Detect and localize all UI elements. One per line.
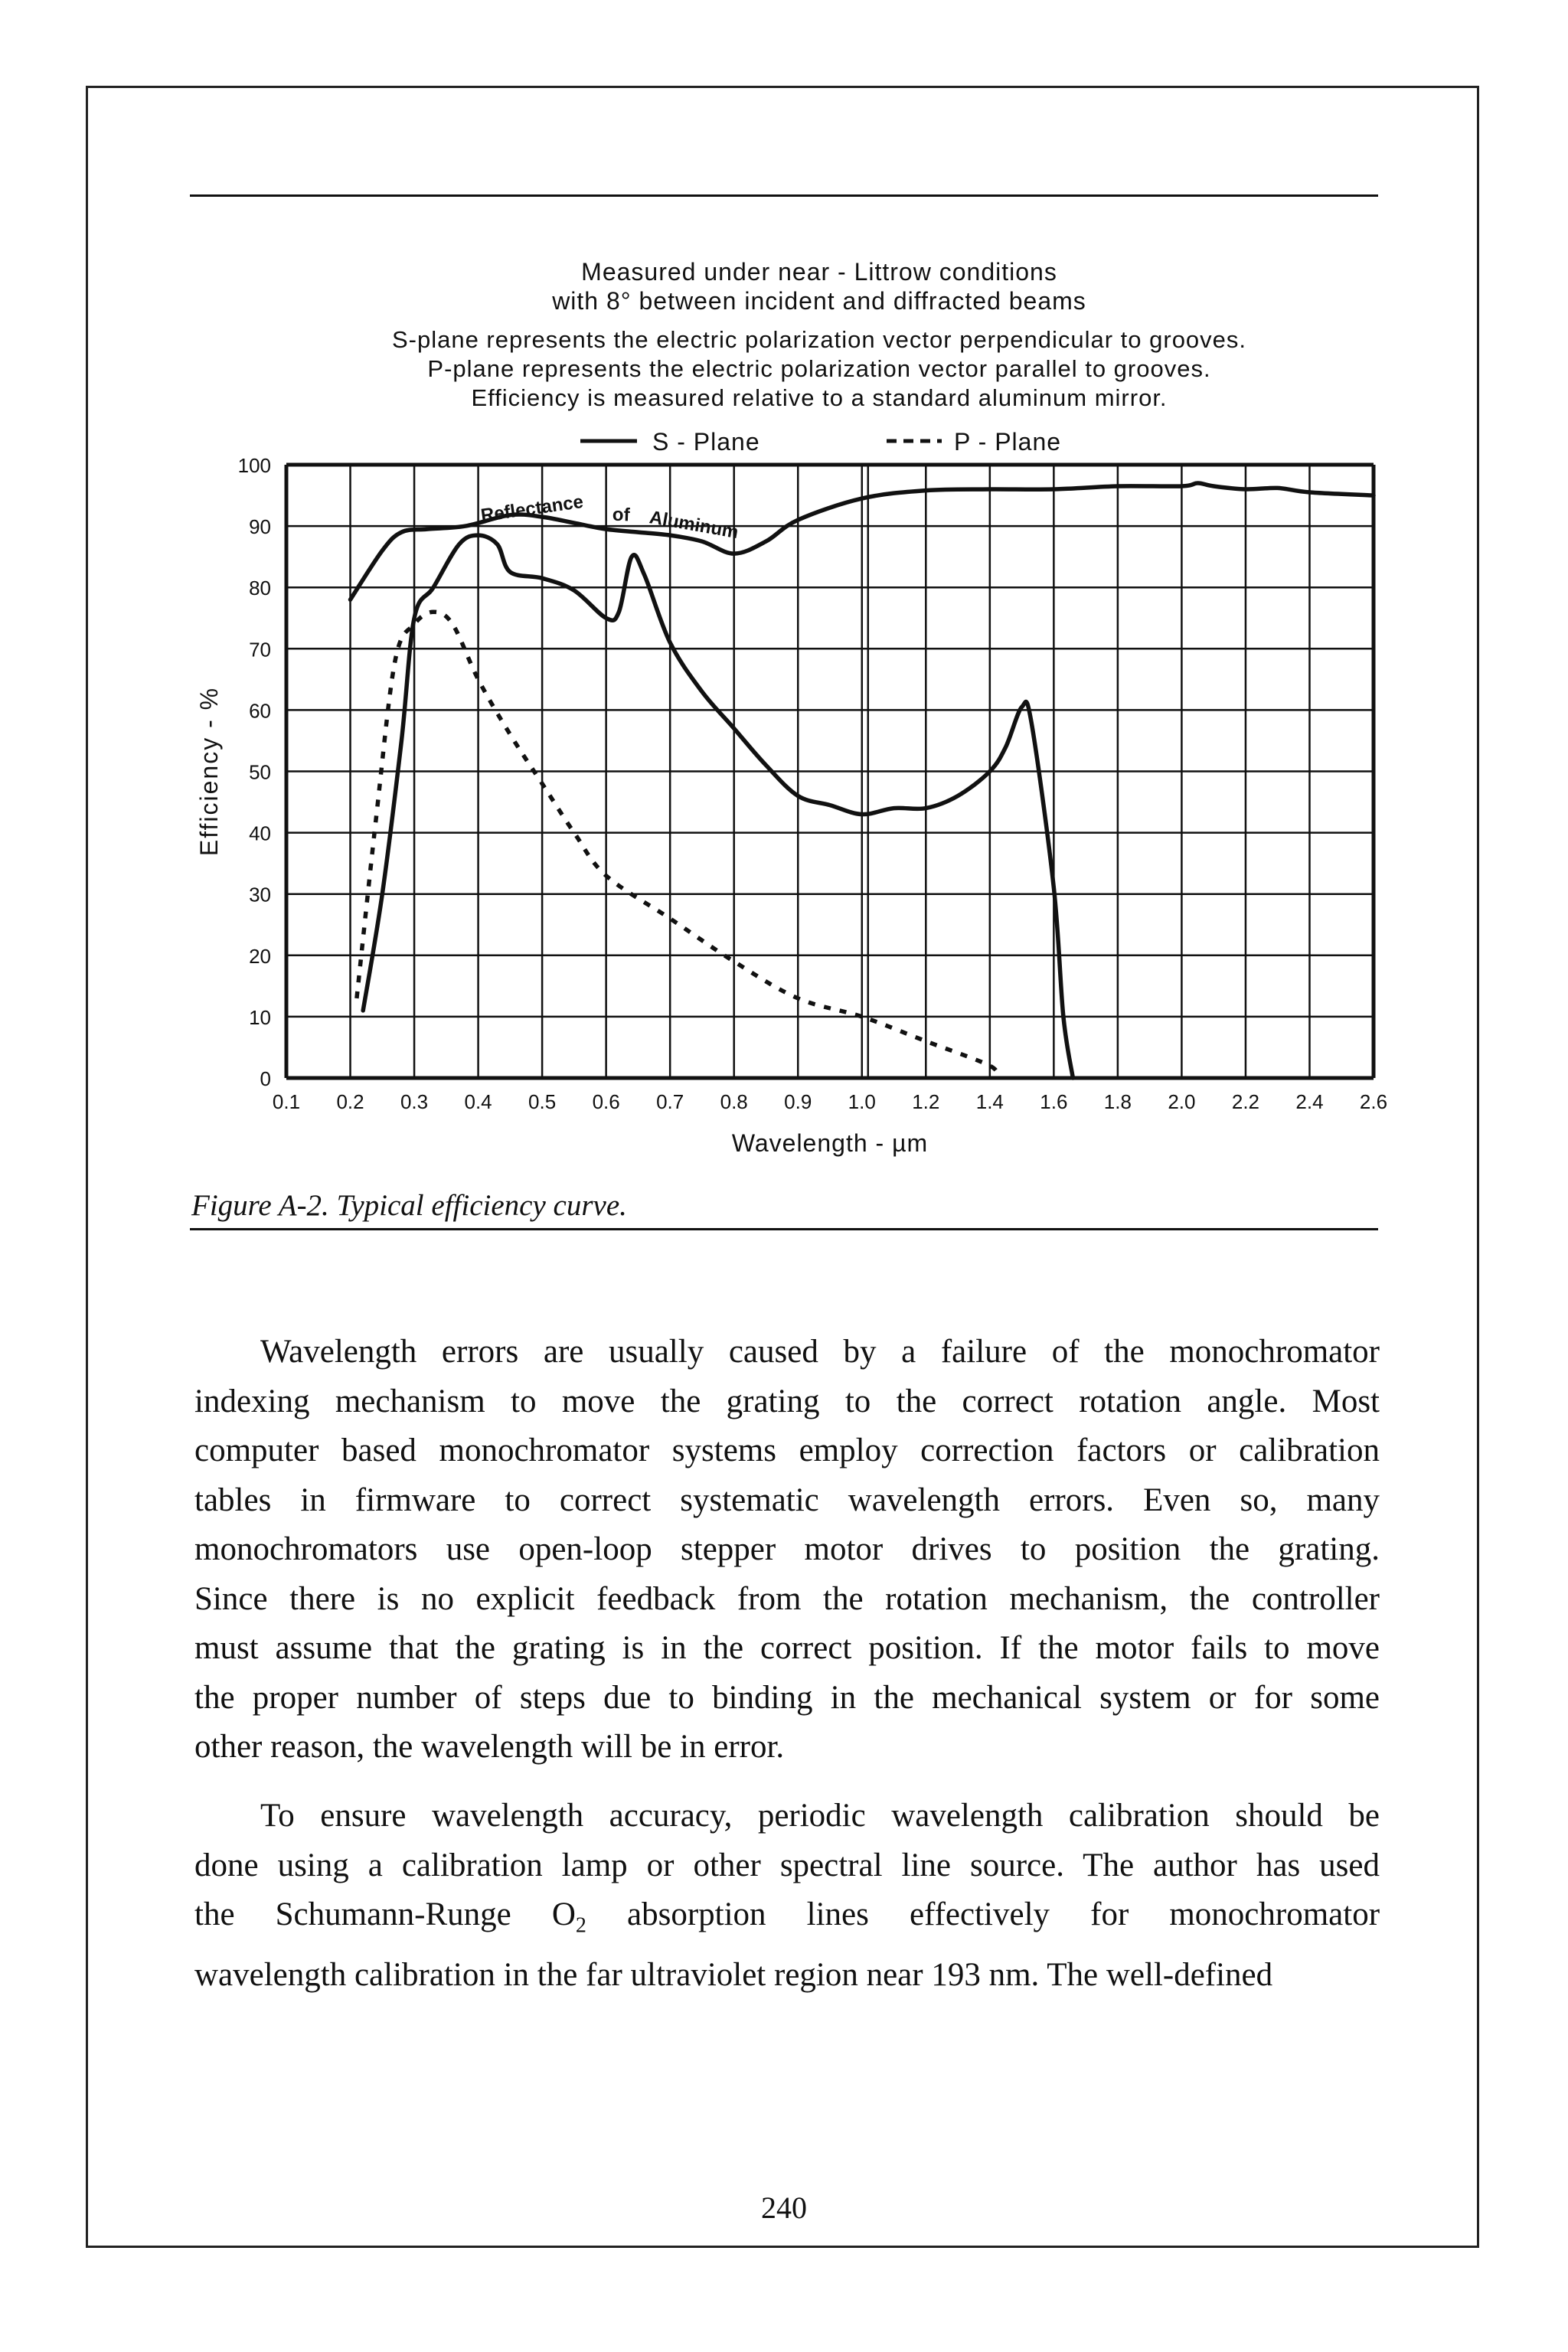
series-s-plane [363,535,1073,1078]
y-tick-label: 10 [249,1005,271,1029]
x-tick-label: 1.8 [1103,1090,1132,1113]
text-line: monochromators use open-loop stepper motor drives to position the grating. [194,1531,1380,1567]
paragraph-2 [194,1792,1380,2001]
text-line: indexing mechanism to move the grating to the correct rotation angle. Most [194,1383,1380,1419]
x-tick-label: 2.2 [1231,1090,1260,1113]
x-tick-label: 1.0 [848,1090,876,1113]
text-line: the proper number of steps due to binding in the mechanical system or for some [194,1679,1380,1716]
text-line: the Schumann-Runge $O_2$ absorption lines effectively for monochromator [194,1896,1380,1938]
y-tick-label: 80 [249,577,271,600]
y-tick-label: 50 [249,760,271,784]
x-tick-label: 0.3 [400,1090,429,1113]
annotation-of: of [612,504,631,526]
text-line: Since there is no explicit feedback from the rotation mechanism, the controller [194,1580,1380,1617]
efficiency-chart-svg [184,230,1388,1157]
x-tick-label: 1.4 [975,1090,1004,1113]
y-tick-label: 20 [249,944,271,968]
y-tick-label: 70 [249,638,271,662]
text-line: To ensure wavelength accuracy, periodic wavelength calibration should be [260,1798,1380,1834]
x-tick-label: 0.2 [336,1090,364,1113]
chart-note-line: S-plane represents the electric polarization vector perpendicular to grooves. [391,326,1247,353]
paragraph-1 [194,1328,1380,1772]
text-line: must assume that the grating is in the correct position. If the motor fails to move [194,1630,1380,1666]
y-axis-label: Efficiency - % [195,686,223,857]
series-p-plane [357,612,997,1078]
chart-note-line: P-plane represents the electric polarization vector parallel to grooves. [427,355,1211,382]
figure-caption: Figure A-2. Typical efficiency curve. [191,1189,627,1222]
page-number: 240 [761,2190,807,2225]
top-rule [190,194,1378,197]
x-tick-label: 1.6 [1040,1090,1068,1113]
text-line: wavelength calibration in the far ultraviolet region near 193 nm. The well-defined [194,1957,1273,1994]
x-tick-label: 0.1 [272,1090,301,1113]
x-tick-label: 0.5 [528,1090,557,1113]
legend-s-plane-label: S - Plane [652,428,760,456]
chart-title-line: Measured under near - Littrow conditions [581,258,1057,286]
y-tick-label: 90 [249,515,271,539]
x-tick-label: 0.9 [784,1090,812,1113]
chart-note-line: Efficiency is measured relative to a standard aluminum mirror. [471,384,1168,411]
y-tick-label: 100 [237,454,271,477]
x-tick-label: 2.6 [1359,1090,1388,1113]
y-tick-label: 60 [249,699,271,723]
x-tick-label: 2.0 [1168,1090,1196,1113]
annotation-reflectance: Reflectance [479,491,585,527]
y-tick-label: 30 [249,883,271,906]
chart-title-line: with 8° between incident and diffracted beams [552,287,1086,315]
y-tick-label: 40 [249,822,271,845]
caption-rule [190,1228,1378,1230]
text-line: tables in firmware to correct systematic wavelength errors. Even so, many [194,1481,1380,1518]
efficiency-chart [184,230,1388,1157]
text-line: Wavelength errors are usually caused by a failure of the monochromator [260,1334,1380,1370]
x-tick-label: 0.4 [464,1090,492,1113]
x-tick-label: 0.6 [592,1090,620,1113]
x-tick-label: 1.2 [912,1090,940,1113]
legend-p-plane-label: P - Plane [954,428,1062,456]
x-tick-label: 0.7 [656,1090,684,1113]
text-line: other reason, the wavelength will be in error. [194,1729,785,1765]
annotation-aluminum: Aluminum [648,507,740,544]
x-tick-label: 0.8 [720,1090,748,1113]
x-axis-label: Wavelength - µm [731,1129,929,1157]
x-tick-label: 2.4 [1295,1090,1324,1113]
text-line: done using a calibration lamp or other spectral line source. The author has used [194,1847,1380,1883]
text-line: computer based monochromator systems employ correction factors or calibration [194,1432,1380,1468]
y-tick-label: 0 [260,1067,271,1090]
